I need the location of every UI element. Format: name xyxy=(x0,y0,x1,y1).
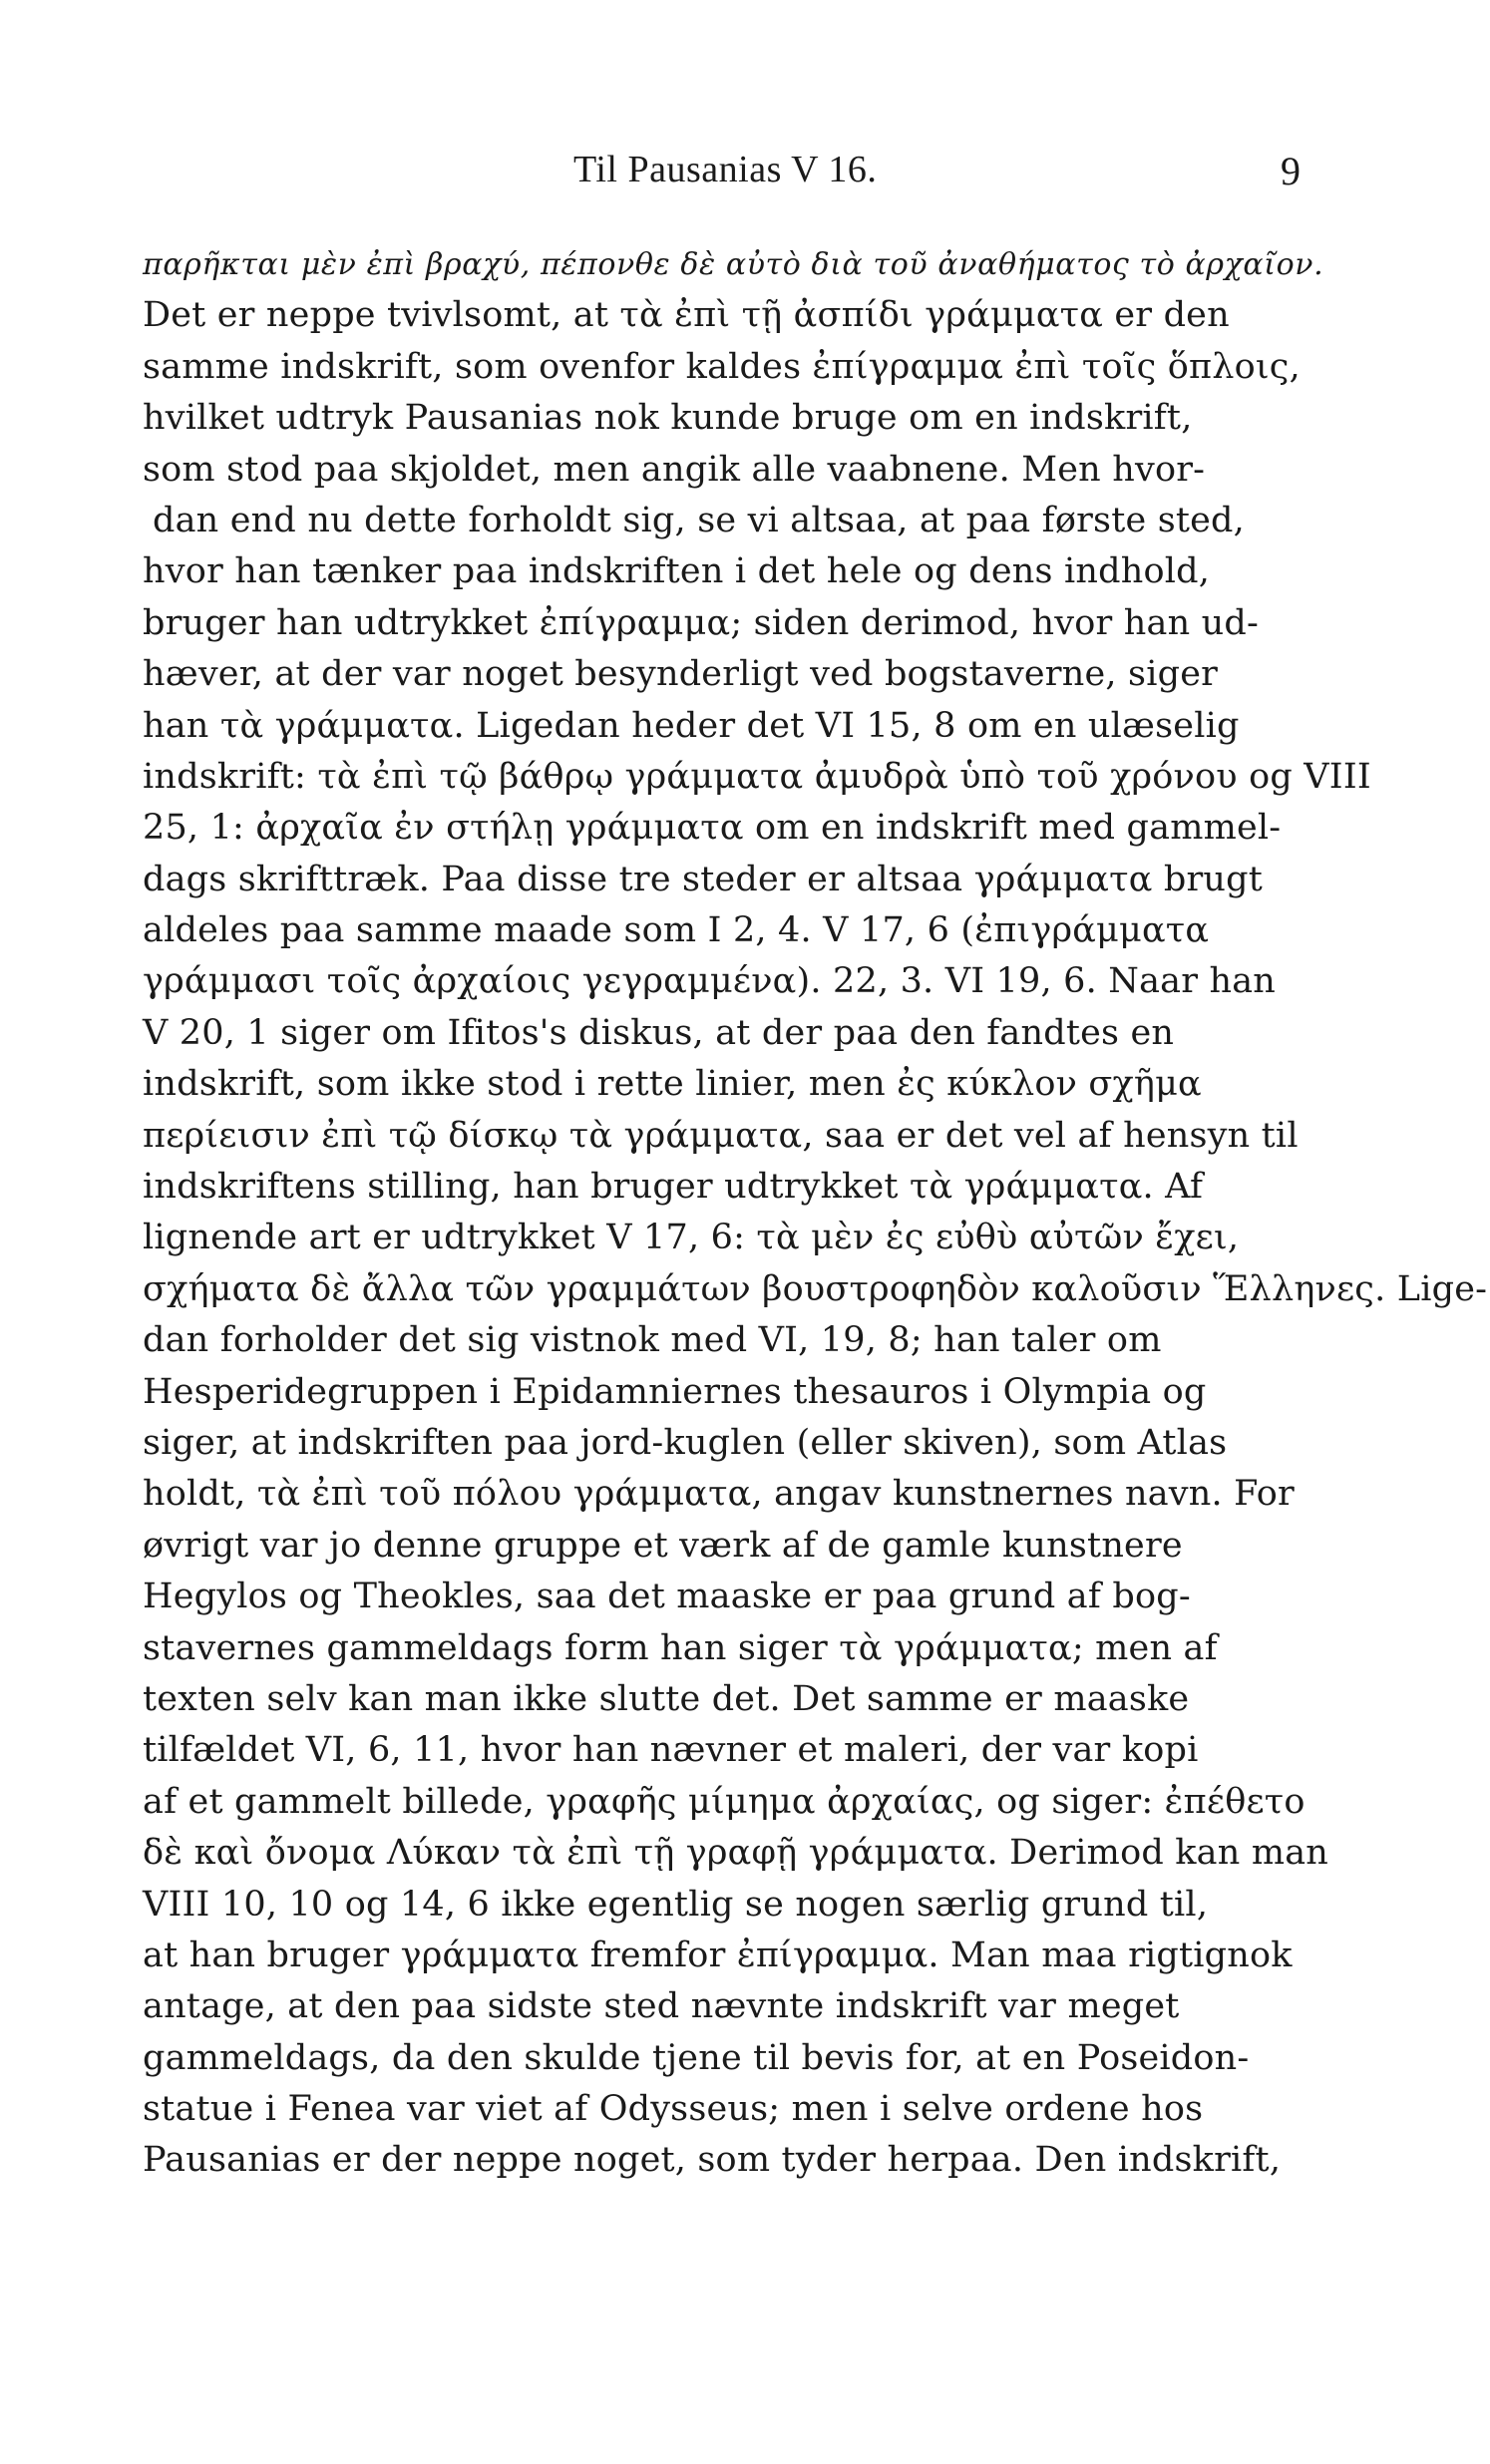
text-line: gammeldags, da den skulde tjene til bevis for, at en Poseidon- xyxy=(143,2037,1250,2078)
text-line: tilfældet VI, 6, 11, hvor han nævner et maleri, der var kopi xyxy=(143,1730,1199,1771)
text-line: at han bruger γράμματα fremfor ἐπίγραμμα. Man maa rigtignok xyxy=(143,1935,1293,1975)
text-line: stavernes gammeldags form han siger τὰ γράμματα; men af xyxy=(143,1627,1218,1668)
text-line: siger, at indskriften paa jord-kuglen (eller skiven), som Atlas xyxy=(143,1422,1228,1463)
text-line: περίεισιν ἐπὶ τῷ δίσκῳ τὰ γράμματα, saa er det vel af hensyn til xyxy=(143,1115,1299,1156)
text-line: παρῆκται μὲν ἐπὶ βραχύ, πέπονθε δὲ αὐτὸ διὰ τοῦ ἀναθήματος τὸ ἀρχαῖον. xyxy=(143,247,1324,282)
text-line: som stod paa skjoldet, men angik alle vaabnene. Men hvor- xyxy=(143,449,1206,490)
text-line: dan end nu dette forholdt sig, se vi altsaa, at paa første sted, xyxy=(153,500,1245,540)
text-line: han τὰ γράμματα. Ligedan heder det VI 15, 8 om en ulæselig xyxy=(143,705,1240,746)
text-line: antage, at den paa sidste sted nævnte indskrift var meget xyxy=(143,1986,1180,2027)
body-text xyxy=(143,239,1488,2187)
text-line: Det er neppe tvivlsomt, at τὰ ἐπὶ τῇ ἀσπίδι γράμματα er den xyxy=(143,295,1230,336)
text-line: Hesperidegruppen i Epidamniernes thesauros i Olympia og xyxy=(143,1371,1207,1412)
text-line: lignende art er udtrykket V 17, 6: τὰ μὲν ἐς εὐθὺ αὐτῶν ἔχει, xyxy=(143,1218,1240,1258)
text-line: VIII 10, 10 og 14, 6 ikke egentlig se nogen særlig grund til, xyxy=(143,1884,1209,1925)
running-head xyxy=(0,148,1490,197)
text-line: δὲ καὶ ὄνομα Λύκαν τὰ ἐπὶ τῇ γραφῇ γράμματα. Derimod kan man xyxy=(143,1833,1329,1874)
text-line: V 20, 1 siger om Ifitos's diskus, at der paa den fandtes en xyxy=(143,1012,1175,1053)
text-line: samme indskrift, som ovenfor kaldes ἐπίγραμμα ἐπὶ τοῖς ὅπλοις, xyxy=(143,346,1301,387)
text-line: bruger han udtrykket ἐπίγραμμα; siden derimod, hvor han ud- xyxy=(143,602,1260,643)
text-line: øvrigt var jo denne gruppe et værk af de gamle kunstnere xyxy=(143,1525,1183,1566)
page-number: 9 xyxy=(1281,149,1301,193)
text-line: hvilket udtryk Pausanias nok kunde bruge om en indskrift, xyxy=(143,398,1193,439)
text-line: Hegylos og Theokles, saa det maaske er paa grund af bog- xyxy=(143,1577,1191,1617)
text-line: statue i Fenea var viet af Odysseus; men i selve ordene hos xyxy=(143,2089,1204,2130)
text-line: hvor han tænker paa indskriften i det hele og dens indhold, xyxy=(143,551,1211,592)
text-line: dags skrifttræk. Paa disse tre steder er altsaa γράμματα brugt xyxy=(143,859,1264,899)
text-line: indskriftens stilling, han bruger udtrykket τὰ γράμματα. Af xyxy=(143,1167,1204,1208)
text-line: holdt, τὰ ἐπὶ τοῦ πόλου γράμματα, angav kunstnernes navn. For xyxy=(143,1474,1295,1515)
running-title: Til Pausanias V 16. xyxy=(573,149,878,190)
text-line: 25, 1: ἀρχαῖα ἐν στήλῃ γράμματα om en indskrift med gammel- xyxy=(143,808,1282,849)
text-line: indskrift: τὰ ἐπὶ τῷ βάθρῳ γράμματα ἀμυδρὰ ὑπὸ τοῦ χρόνου og VIII xyxy=(143,756,1371,797)
text-line: Pausanias er der neppe noget, som tyder herpaa. Den indskrift, xyxy=(143,2140,1282,2181)
text-line: γράμμασι τοῖς ἀρχαίοις γεγραμμένα). 22, 3. VI 19, 6. Naar han xyxy=(143,961,1277,1002)
text-line: σχήματα δὲ ἄλλα τῶν γραμμάτων βουστροφηδὸν καλοῦσιν Ἕλληνες. Lige- xyxy=(143,1268,1488,1309)
text-line: aldeles paa samme maade som I 2, 4. V 17, 6 (ἐπιγράμματα xyxy=(143,910,1210,951)
text-line: texten selv kan man ikke slutte det. Det samme er maaske xyxy=(143,1678,1190,1719)
text-line: dan forholder det sig vistnok med VI, 19, 8; han taler om xyxy=(143,1320,1162,1361)
text-line: af et gammelt billede, γραφῆς μίμημα ἀρχαίας, og siger: ἐπέθετο xyxy=(143,1781,1305,1822)
text-line: indskrift, som ikke stod i rette linier, men ἐς κύκλον σχῆμα xyxy=(143,1064,1202,1105)
text-line: hæver, at der var noget besynderligt ved bogstaverne, siger xyxy=(143,654,1219,695)
